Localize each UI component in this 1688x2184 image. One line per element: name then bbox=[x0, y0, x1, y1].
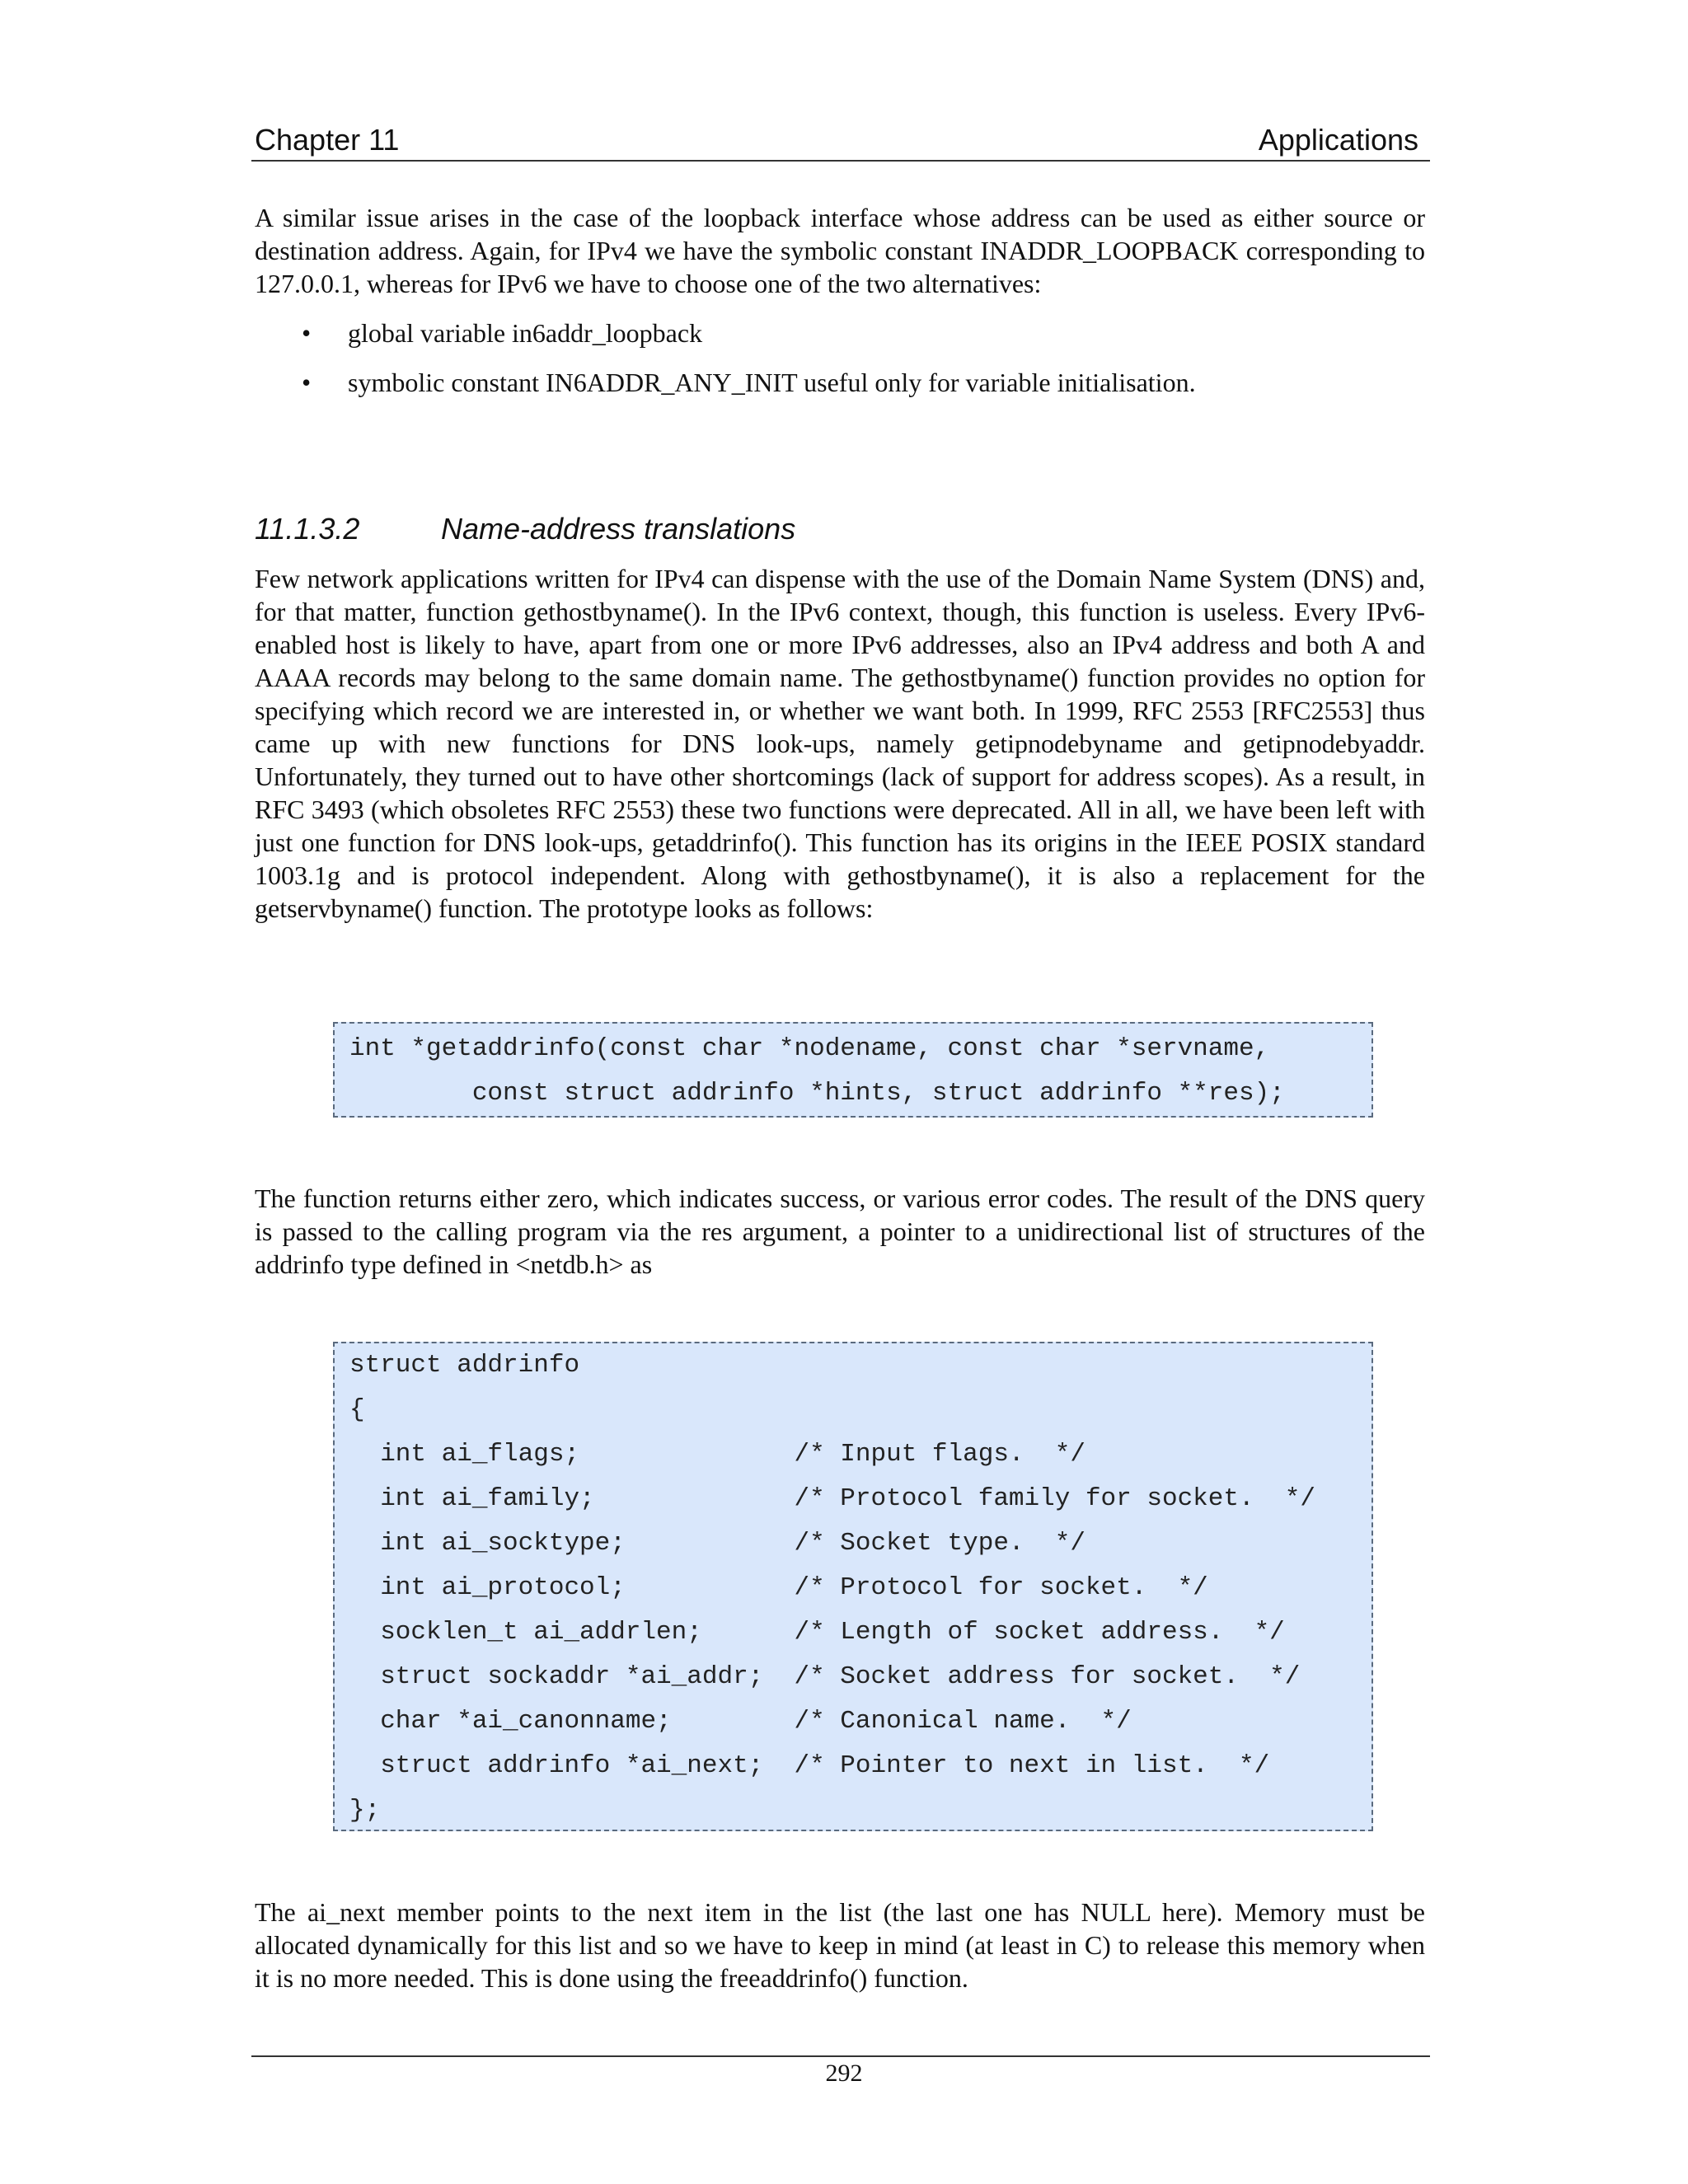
paragraph-returns: The function returns either zero, which indicates success, or various error codes. The result of the DNS query is passed to the calling program via the res argument, a pointer to a unidirectional list of structures of the addrinfo type defined in <netdb.h> as bbox=[255, 1183, 1425, 1279]
chapter-label: Chapter 11 bbox=[255, 123, 400, 157]
bullet-icon: • bbox=[302, 318, 312, 348]
code-line: struct addrinfo *ai_next; /* Pointer to next in list. */ bbox=[349, 1751, 1270, 1780]
paragraph-ai-next: The ai_next member points to the next item in the list (the last one has NULL here). Memory must be allocated dynamically for this list and so we have to keep in mind (at least in C) to release this memory when it is no more needed. This is done using the freeaddrinfo() function. bbox=[255, 1897, 1425, 1993]
paragraph-dns: Few network applications written for IPv4 can dispense with the use of the Domain Name System (DNS) and, for that matter, function gethostbyname(). In the IPv6 context, though, this function is useless. Every IPv6-enabled host is likely to have, apart from one or more IPv6 addresses, also an IPv4 address and both A and AAAA records may belong to the same domain name. The gethostbyname() function provides no option for specifying which record we are interested in, or whether we want both. In 1999, RFC 2553 [RFC2553] thus came up with new functions for DNS look-ups, namely getipnodebyname and getipnodebyaddr. Unfortunately, they turned out to have other shortcomings (lack of support for address scopes). As a result, in RFC 3493 (which obsoletes RFC 2553) these two functions were deprecated. All in all, we have been left with just one function for DNS look-ups, getaddrinfo(). This function has its origins in the IEEE POSIX standard 1003.1g and is protocol independent. Along with gethostbyname(), it is also a replacement for the getservbyname() function. The prototype looks as follows: bbox=[255, 564, 1425, 923]
code-line: struct sockaddr *ai_addr; /* Socket address for socket. */ bbox=[349, 1662, 1301, 1691]
code-line: char *ai_canonname; /* Canonical name. */ bbox=[349, 1707, 1132, 1736]
list-item-text: symbolic constant IN6ADDR_ANY_INIT useful only for variable initialisation. bbox=[348, 368, 1196, 397]
list-item-text: global variable in6addr_loopback bbox=[348, 318, 703, 348]
page-number: 292 bbox=[825, 2060, 863, 2087]
list-item bbox=[302, 316, 1423, 349]
code-line: { bbox=[349, 1395, 365, 1424]
section-number: 11.1.3.2 bbox=[255, 512, 360, 546]
chapter-title: Applications bbox=[1258, 123, 1418, 157]
code-line: const struct addrinfo *hints, struct addrinfo **res); bbox=[349, 1079, 1285, 1108]
code-line: }; bbox=[349, 1796, 381, 1825]
code-line: int ai_family; /* Protocol family for socket. */ bbox=[349, 1484, 1315, 1513]
code-line: int *getaddrinfo(const char *nodename, const char *servname, bbox=[349, 1034, 1270, 1063]
code-line: struct addrinfo bbox=[349, 1351, 580, 1380]
list-item bbox=[302, 366, 1423, 399]
section-heading bbox=[255, 509, 1425, 549]
code-block-struct bbox=[333, 1342, 1373, 1831]
paragraph-loopback: A similar issue arises in the case of the loopback interface whose address can be used as either source or destination address. Again, for IPv4 we have the symbolic constant INADDR_LOOPBACK corresponding to 127.0.0.1, whereas for IPv6 we have to choose one of the two alternatives: bbox=[255, 203, 1425, 298]
bullet-icon: • bbox=[302, 368, 312, 397]
code-line: int ai_flags; /* Input flags. */ bbox=[349, 1440, 1085, 1469]
code-block-prototype bbox=[333, 1022, 1373, 1118]
code-line: int ai_protocol; /* Protocol for socket. */ bbox=[349, 1573, 1208, 1602]
section-title: Name-address translations bbox=[441, 512, 796, 546]
code-line: socklen_t ai_addrlen; /* Length of socket address. */ bbox=[349, 1618, 1285, 1647]
page-header bbox=[251, 120, 1430, 162]
code-line: int ai_socktype; /* Socket type. */ bbox=[349, 1529, 1085, 1558]
bullet-list bbox=[302, 316, 1423, 415]
